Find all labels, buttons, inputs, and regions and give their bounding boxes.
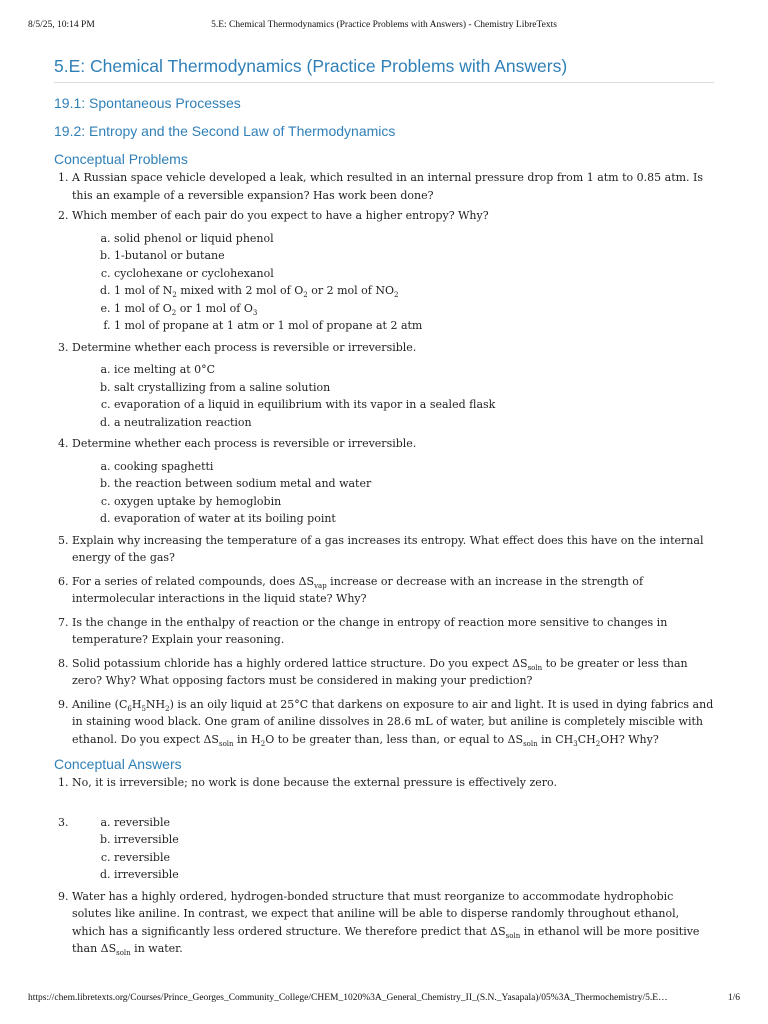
problem-2-text: Which member of each pair do you expect to have a higher entropy? Why? <box>72 209 489 222</box>
problem-2e: e. 1 mol of $O_2$ or 1 mol of $O_3$ <box>114 300 714 318</box>
problem-2c: c. cyclohexane or cyclohexanol <box>114 265 714 283</box>
problem-2-sublist <box>72 230 714 335</box>
problem-9: 9. Aniline $(C_6H_5NH_2)$ is an oily liquid at 25°C that darkens on exposure to air and light. It is used in dying fabrics and in staining wood black. One gram of aniline dissolves in 28.6 mL of water, but aniline is completely miscible with ethanol. Do you expect $\Delta S_{soln}$ in $H_2O$ to be greater than, less than, or equal to $\Delta S_{soln}$ in $CH_3CH_2OH$? Why? <box>72 696 714 749</box>
print-page-number: 1/6 <box>727 993 740 1003</box>
section-heading-entropy: 19.2: Entropy and the Second Law of Thermodynamics <box>54 123 396 139</box>
problem-3d: d. a neutralization reaction <box>114 414 714 432</box>
problem-3-sublist <box>72 361 714 431</box>
problem-3c: c. evaporation of a liquid in equilibrium with its vapor in a sealed flask <box>114 396 714 414</box>
answer-3 <box>72 795 714 884</box>
problem-1 <box>72 169 714 204</box>
article-content <box>54 56 714 961</box>
print-page-title: 5.E: Chemical Thermodynamics (Practice Problems with Answers) - Chemistry LibreTexts <box>211 20 557 30</box>
problem-2a: a. solid phenol or liquid phenol <box>114 230 714 248</box>
answer-3a: a. 3. reversible <box>114 814 714 832</box>
answers-list <box>54 774 714 958</box>
problem-4 <box>72 435 714 528</box>
conceptual-answers-heading: Conceptual Answers <box>54 756 182 772</box>
problem-4-sublist <box>72 458 714 528</box>
page-title: 5.E: Chemical Thermodynamics (Practice Problems with Answers) <box>54 56 714 83</box>
problem-4a: a. cooking spaghetti <box>114 458 714 476</box>
problem-4c: c. oxygen uptake by hemoglobin <box>114 493 714 511</box>
problem-4-text: Determine whether each process is reversible or irreversible. <box>72 437 417 450</box>
problem-5: 5. Explain why increasing the temperature of a gas increases its entropy. What effect does this have on the internal energy of the gas? <box>72 532 714 567</box>
print-url: https://chem.libretexts.org/Courses/Prince_Georges_Community_College/CHEM_1020%3A_General_Chemistry_II_(S.N._Yasapala)/05%3A_Thermochemistry/5.E… <box>28 993 668 1003</box>
problem-3 <box>72 339 714 432</box>
print-timestamp: 8/5/25, 10:14 PM <box>28 20 95 30</box>
answer-3-sublist <box>72 814 714 884</box>
problem-2f: f. 1 mol of propane at 1 atm or 1 mol of propane at 2 atm <box>114 317 714 335</box>
problem-6: 6. For a series of related compounds, does $\Delta S_{vap}$ increase or decrease with an increase in the strength of intermolecular interactions in the liquid state? Why? <box>72 573 714 608</box>
conceptual-problems-heading: Conceptual Problems <box>54 151 188 167</box>
problem-1-text: A Russian space vehicle developed a leak, which resulted in an internal pressure drop from 1 atm to 0.85 atm. Is this an example of a reversible expansion? Has work been done? <box>72 171 704 202</box>
problem-4b: b. the reaction between sodium metal and water <box>114 475 714 493</box>
answer-1: 1. No, it is irreversible; no work is done because the external pressure is effectively zero. <box>72 774 714 792</box>
answer-3b: b. irreversible <box>114 831 714 849</box>
problem-3-text: Determine whether each process is reversible or irreversible. <box>72 340 417 354</box>
answer-3c: c. reversible <box>114 849 714 867</box>
answer-3d: d. irreversible <box>114 866 714 884</box>
answer-9: 9. Water has a highly ordered, hydrogen-bonded structure that must reorganize to accommodate hydrophobic solutes like aniline. In contrast, we expect that aniline will be able to disperse randomly throughout ethanol, which has a significantly less ordered structure. We therefore predict that $\Delta S_{soln}$ in ethanol will be more positive than $\Delta S_{soln}$ in water. <box>72 888 714 958</box>
problem-8: 8. Solid potassium chloride has a highly ordered lattice structure. Do you expect $\Delta S_{soln}$ to be greater or less than zero? Why? What opposing factors must be considered in making your prediction? <box>72 655 714 690</box>
problem-2 <box>72 207 714 335</box>
problem-3a: a. ice melting at 0°C <box>114 361 714 379</box>
problem-3b: b. salt crystallizing from a saline solution <box>114 379 714 397</box>
problem-4d: d. evaporation of water at its boiling point <box>114 510 714 528</box>
problem-2b: b. 1-butanol or butane <box>114 247 714 265</box>
problem-7: 7. Is the change in the enthalpy of reaction or the change in entropy of reaction more sensitive to changes in temperature? Explain your reasoning. <box>72 614 714 649</box>
problem-2d: d. 1 mol of $N_2$ mixed with 2 mol of $O_2$ or 2 mol of $NO_2$ <box>114 282 714 300</box>
problems-list <box>54 169 714 748</box>
section-heading-spontaneous-processes: 19.1: Spontaneous Processes <box>54 95 241 111</box>
